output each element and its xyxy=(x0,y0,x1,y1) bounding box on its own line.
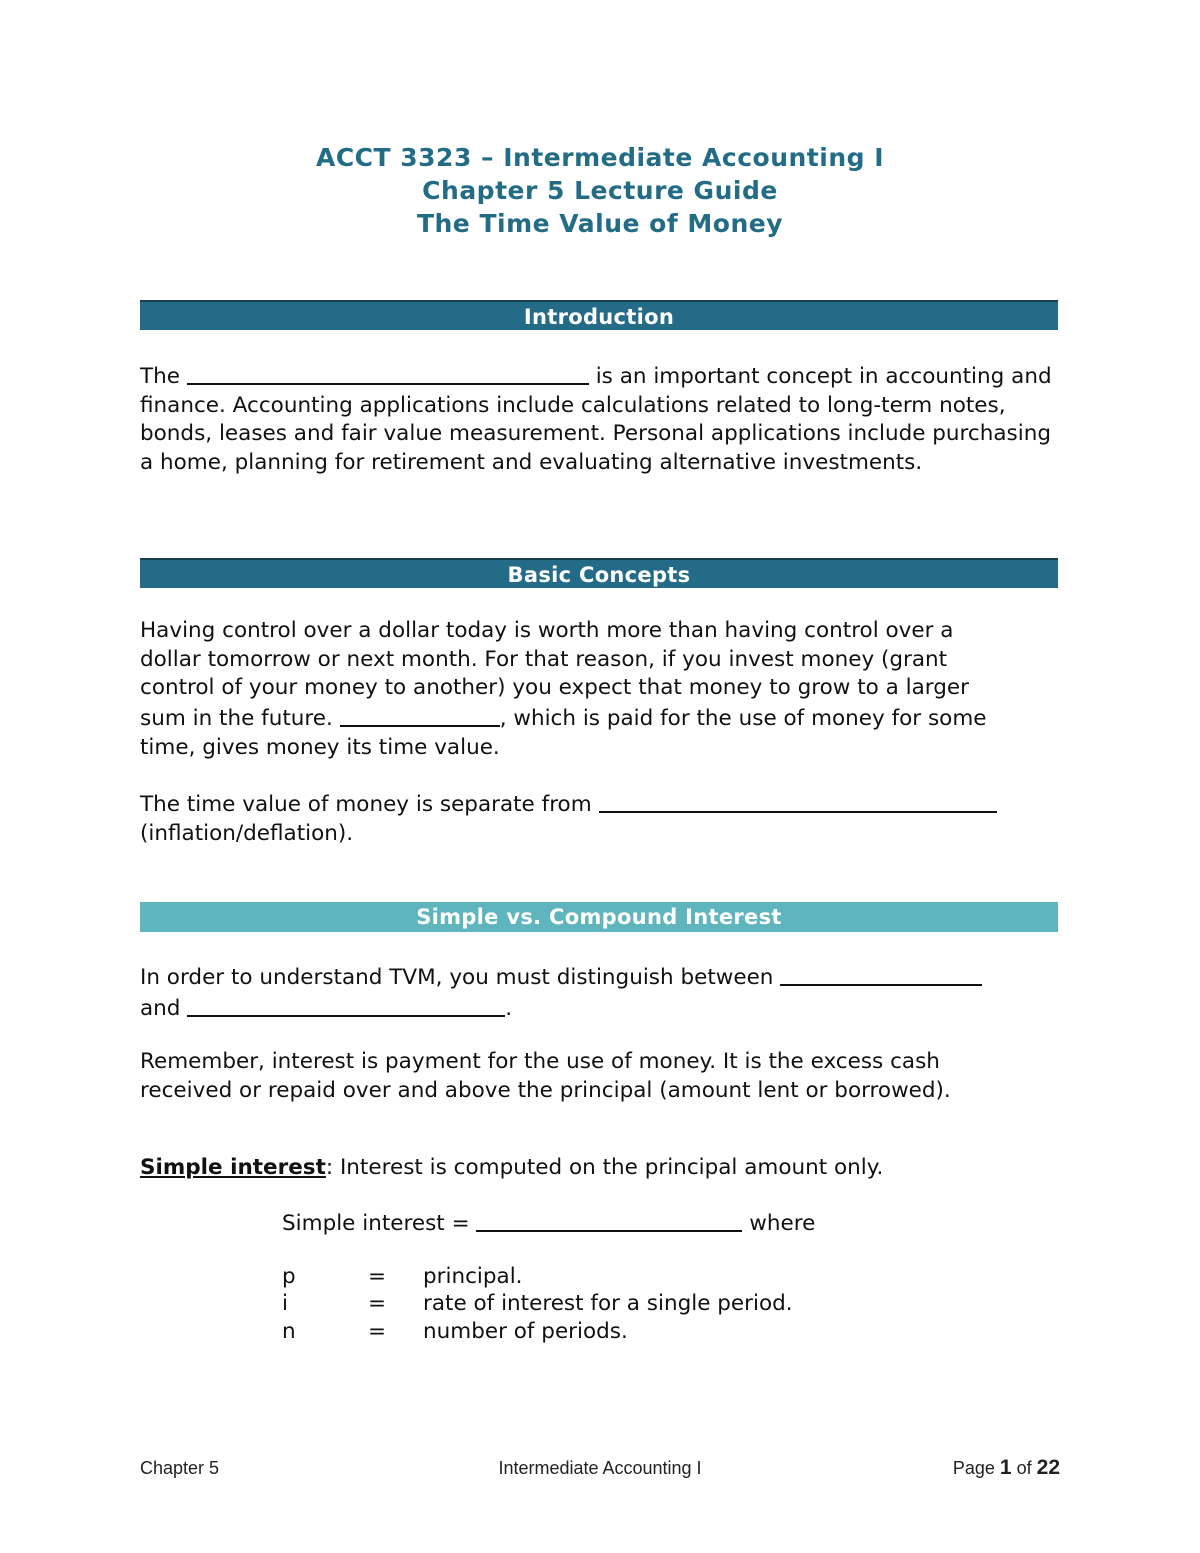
footer-chapter: Chapter 5 xyxy=(140,1458,220,1478)
basic-line-4-start: sum in the future. xyxy=(140,706,333,732)
footer-page-total: 22 xyxy=(1036,1456,1060,1479)
variable-symbol: p xyxy=(282,1264,296,1289)
basic-line-3: control of your money to another) you expect that money to grow to a larger xyxy=(140,675,969,701)
fill-in-blank xyxy=(187,363,589,385)
fill-in-blank xyxy=(340,705,500,727)
variable-equals: = xyxy=(368,1319,387,1344)
intro-text-rest: is an important concept in accounting xyxy=(595,364,1005,389)
basic-paragraph-1 xyxy=(140,617,1060,763)
basic-line-5: time, gives money its time value. xyxy=(140,734,500,760)
footer-page-current: 1 xyxy=(999,1456,1012,1479)
simple-interest-formula xyxy=(282,1208,815,1238)
formula-end: where xyxy=(749,1211,816,1236)
basic-line-4-end: , which is paid for the use of money for some xyxy=(499,706,987,732)
title-chapter: Chapter 5 Lecture Guide xyxy=(422,176,778,205)
fill-in-blank xyxy=(187,995,505,1017)
interest-p1-start: In order to understand TVM, you must distinguish between xyxy=(140,965,774,990)
interest-p1-end: . xyxy=(505,995,513,1021)
interest-p1-and: and xyxy=(140,995,181,1021)
basic-line-1: Having control over a dollar today is worth more than having control over a xyxy=(140,618,954,643)
variable-description: principal. xyxy=(423,1264,523,1289)
interest-p2-line-2: received or repaid over and above the principal (amount lent or borrowed). xyxy=(140,1077,951,1103)
simple-interest-definition xyxy=(140,1154,1060,1183)
variable-symbol: i xyxy=(282,1291,288,1316)
title-course: ACCT 3323 – Intermediate Accounting I xyxy=(315,143,885,172)
section-header-simple-compound: Simple vs. Compound Interest xyxy=(140,902,1058,932)
interest-p2-line-1: Remember, interest is payment for the use of money. It is the excess cash xyxy=(140,1049,940,1074)
basic-p2-start: The time value of money is separate from xyxy=(140,792,592,817)
footer-page-number xyxy=(953,1456,1060,1480)
footer-of-word: of xyxy=(1016,1458,1032,1478)
variable-equals: = xyxy=(368,1291,387,1316)
fill-in-blank xyxy=(599,791,997,813)
simple-interest-def: : Interest is computed on the principal amount only. xyxy=(325,1155,884,1180)
intro-text-body: and finance. Accounting applications include calculations related to long-term notes, bonds, leases and fair value measurement. Personal applications include purchasing a home, planning for retirement and evaluating alternative investments. xyxy=(140,364,1052,476)
footer-course: Intermediate Accounting I xyxy=(498,1458,702,1478)
interest-paragraph-2 xyxy=(140,1048,1060,1105)
basic-p2-end: (inflation/deflation). xyxy=(140,820,354,846)
formula-start: Simple interest = xyxy=(282,1211,470,1236)
variable-equals: = xyxy=(368,1264,387,1289)
interest-paragraph-1 xyxy=(140,962,1060,1023)
basic-line-2: dollar tomorrow or next month. For that reason, if you invest money (grant xyxy=(140,646,948,672)
footer-page-word: Page xyxy=(952,1458,995,1478)
fill-in-blank xyxy=(780,964,982,986)
variable-symbol: n xyxy=(282,1319,296,1344)
intro-text-start: The xyxy=(140,364,180,389)
variable-description: number of periods. xyxy=(423,1319,628,1344)
section-header-basic-concepts: Basic Concepts xyxy=(140,558,1058,588)
title-topic: The Time Value of Money xyxy=(416,209,784,238)
simple-interest-term: Simple interest xyxy=(140,1155,326,1180)
intro-paragraph xyxy=(140,361,1060,478)
variable-description: rate of interest for a single period. xyxy=(423,1291,793,1316)
basic-paragraph-2 xyxy=(140,789,1060,848)
section-header-introduction: Introduction xyxy=(140,300,1058,330)
fill-in-blank xyxy=(476,1210,742,1232)
document-title xyxy=(140,141,1060,240)
